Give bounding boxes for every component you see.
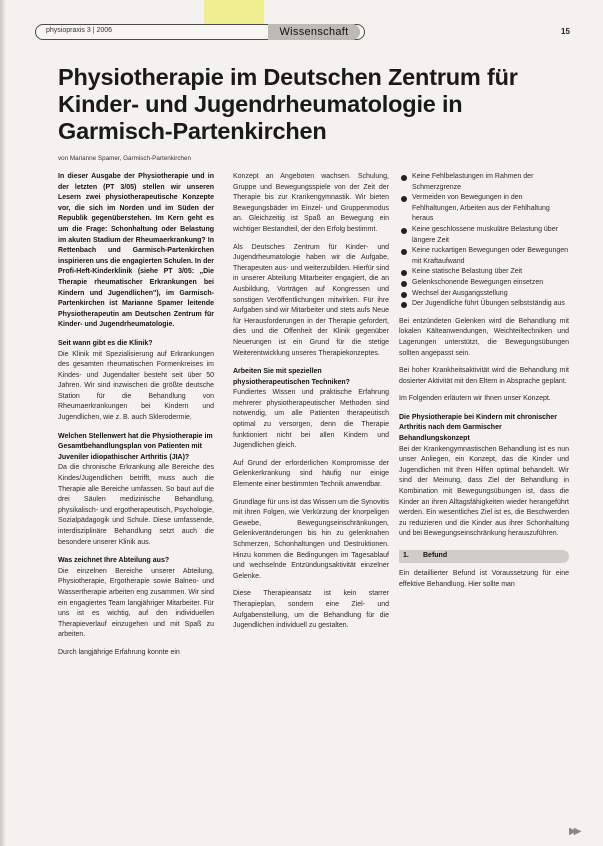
answer-paragraph: Die einzelnen Bereiche unserer Abteilung, Physiotherapie, Ergotherapie sowie Balneo- und Wassertherapie arbeiten eng zusammen. Wir sind ein engagiertes Team langjähriger Mitarbeiter. Für uns ist es wichtig, auf den individuellen Therapieverlauf einzugehen und mit Spaß zu arbeiten. (58, 567, 214, 639)
body-paragraph: Ein detaillierter Befund ist Voraussetzung für eine effektive Behandlung. Hier sollte man (399, 570, 569, 588)
answer-paragraph: Durch langjährige Erfahrung konnte ein (58, 648, 180, 656)
body-paragraph: Im Folgenden erläutern wir Ihnen unser Konzept. (399, 395, 551, 403)
body-paragraph: Bei entzündeten Gelenken wird die Behandlung mit lokalen Kälteanwendungen, Weichteiltechniken und Lagerungen unterstützt, die Bewegungsübungen sollten angepasst sein. (399, 317, 569, 357)
list-item: Vermeiden von Bewegungen in den Fehlhaltungen, Arbeiten aus der Fehlhaltung heraus (399, 193, 569, 225)
body-paragraph: Bei der Krankengymnastischen Behandlung ist es nun unser Anliegen, ein Konzept, das die Kinder und Jugendlichen mit Ihren Hilfen optimal behandelt. Wir sind der Meinung, dass Ziel der Behandlung in Kombination mit Bewegungsübungen ist, dass die Kinder an ihren Alltagsfähigkeiten wieder herangeführt werden. Ein wesentliches Ziel ist es, die Beschwerden zu reduzieren und die Kinder aus ihrer Schonhaltung und bei Bewegungseinschränkung herauszuführen. (399, 445, 569, 538)
page-edge-shadow (0, 0, 6, 846)
column-3 (399, 172, 569, 597)
question-heading: Welchen Stellenwert hat die Physiotherapie im Gesamtbehandlungsplan von Patienten mit Juveniler idiopathischer Arthritis (JIA)? (58, 432, 213, 461)
question-heading: Was zeichnet Ihre Abteilung aus? (58, 557, 170, 565)
body-paragraph: Bei hoher Krankheitsaktivität wird die Behandlung mit dosierter Aktivität mit den Eltern in Absprache geplant. (399, 367, 569, 385)
article-title: Physiotherapie im Deutschen Zentrum für Kinder- und Jugendrheumatologie in Garmisch-Partenkirchen (58, 64, 518, 144)
byline: von Marianne Spamer, Garmisch-Partenkirchen (58, 155, 191, 162)
answer-paragraph: Da die chronische Erkrankung alle Bereiche des Kindes/Jugendlichen betrifft, muss auch die Therapie alle Bereiche umfassen. So baut auf die drei Säulen medizinische Behandlung, physikalisch- und ergotherapeutisch, Psychologie, Sozialpädagogik und Schule. Diese umfassende, interdisziplinäre Behandlung setzt auch die besondere unserer Klinik aus. (58, 464, 214, 546)
list-item: Gelenkschonende Bewegungen einsetzen (399, 278, 569, 289)
body-paragraph: Als Deutsches Zentrum für Kinder- und Jugendrheumatologie haben wir die Aufgabe, Therapeuten aus- und weiterzubilden. Hierfür sind in unserer Abteilung Mitarbeiter engagiert, die an Ausbildung, Vorträgen auf Kongressen und sonstigen Veröffentlichungen mitwirken. Für ihre Aufgaben sind wir Mitarbeiter und stets aufs Neue für Herausforderungen in der Therapie gefordert, dies und die Offenheit der Klinik gegenüber Neuerungen ist ein Grund für die stetige Weiterentwicklung unseres Therapiekonzeptes. (233, 243, 389, 357)
list-item: Keine Fehlbelastungen im Rahmen der Schmerzgrenze (399, 172, 569, 193)
question-heading: Arbeiten Sie mit speziellen physiotherapeutischen Techniken? (233, 368, 350, 386)
principles-list (399, 172, 569, 310)
journal-issue: physiopraxis 3 | 2006 (46, 27, 113, 34)
list-item: Der Jugendliche führt Übungen selbstständig aus (399, 299, 569, 310)
column-2 (233, 172, 389, 639)
body-paragraph: Diese Therapieansatz ist kein starrer Therapieplan, sondern eine Ziel- und Aufgabenstellung, um die Behandlung für die Jugendlichen individuell zu gestalten. (233, 590, 389, 630)
list-item: Keine ruckartigen Bewegungen oder Bewegungen mit Kraftaufwand (399, 246, 569, 267)
answer-paragraph: Fundiertes Wissen und praktische Erfahrung mehrerer physiotherapeutischer Methoden sind notwendig, um alle Patienten therapeutisch optimal zu versorgen, denn die Therapie funktioniert nicht bei allen Kindern und Jugendlichen gleich. (233, 389, 389, 450)
body-paragraph: Grundlage für uns ist das Wissen um die Synovitis mit ihren Folgen, wie Verkürzung der knorpeligen Gewebe, Bewegungseinschränkungen, Gelenkveränderungen bis hin zu gelenknahen Schmerzen, Schonhaltungen und Destruktionen. Hinzu kommen die Bedingungen im Tagesablauf und wechselnde Entzündungsaktivität einzelner Gelenke. (233, 498, 390, 580)
list-item: Keine geschlossene muskuläre Belastung über längere Zeit (399, 225, 569, 246)
question-heading: Seit wann gibt es die Klinik? (58, 339, 153, 347)
list-item: Wechsel der Ausgangsstellung (399, 289, 569, 300)
section-label: Wissenschaft (268, 24, 360, 40)
page-number: 15 (561, 27, 570, 36)
body-paragraph: Konzept an Angeboten wachsen. Schulung, Gruppe und Bewegungsspiele von der Zeit der Therapie bis zur Krankengymnastik. Wir bieten Bewegungsbäder im Einzel- und Gruppenmodus an. Gleichzeitig ist Spaß an Bewegung ein wichtiger Bestandteil, der den Erfolg bestimmt. (233, 173, 389, 233)
list-item: Keine statische Belastung über Zeit (399, 267, 569, 278)
section-bar-befund (399, 550, 569, 563)
section-number: 1. (403, 552, 409, 560)
subsection-heading: Die Physiotherapie bei Kindern mit chronischer Arthritis nach dem Garmischer Behandlungskonzept (399, 413, 557, 443)
section-title: Befund (423, 552, 448, 560)
continue-arrow-icon: ▶▶ (569, 826, 579, 837)
answer-paragraph: Die Klinik mit Spezialisierung auf Erkrankungen des gesamten rheumatischen Formenkreises im Kindes- und Jugendalter besteht seit über 50 Jahren. Wir sind inzwischen die größte deutsche Station für die Behandlung von Rheumaerkrankungen bei Kindern und Jugendlichen, wie z. B. auch Sklerodermie. (58, 350, 214, 422)
intro-paragraph: In dieser Ausgabe der Physiotherapie und in der letzten (PT 3/05) stellen wir unseren Lesern zwei physiotherapeutische Konzepte vor, die sich im Norden und im Süden der Republik gegenüberstehen. Im Kern geht es um die Frage: Schonhaltung oder Belastung im akuten Stadium der Rheumaerkrankung? In Rettenbach und Garmisch-Partenkirchen inspirieren uns die engagierten Schulen. In der Profi-Heft-Kinderklinik (siehe PT 3/05: „Die Therapie rheumatischer Erkrankungen bei Kindern und Jugendlichen"), im Garmisch-Partenkirchen ist Marianne Spamer leitende Physiotherapeutin am Deutschen Zentrum für Kinder- und Jugendrheumatologie. (58, 173, 214, 329)
column-1 (58, 172, 214, 666)
body-paragraph: Auf Grund der erforderlichen Kompromisse der Gelenkerkrankung sind häufig nur einige Elemente einer bestimmten Technik anwendbar. (233, 459, 389, 489)
